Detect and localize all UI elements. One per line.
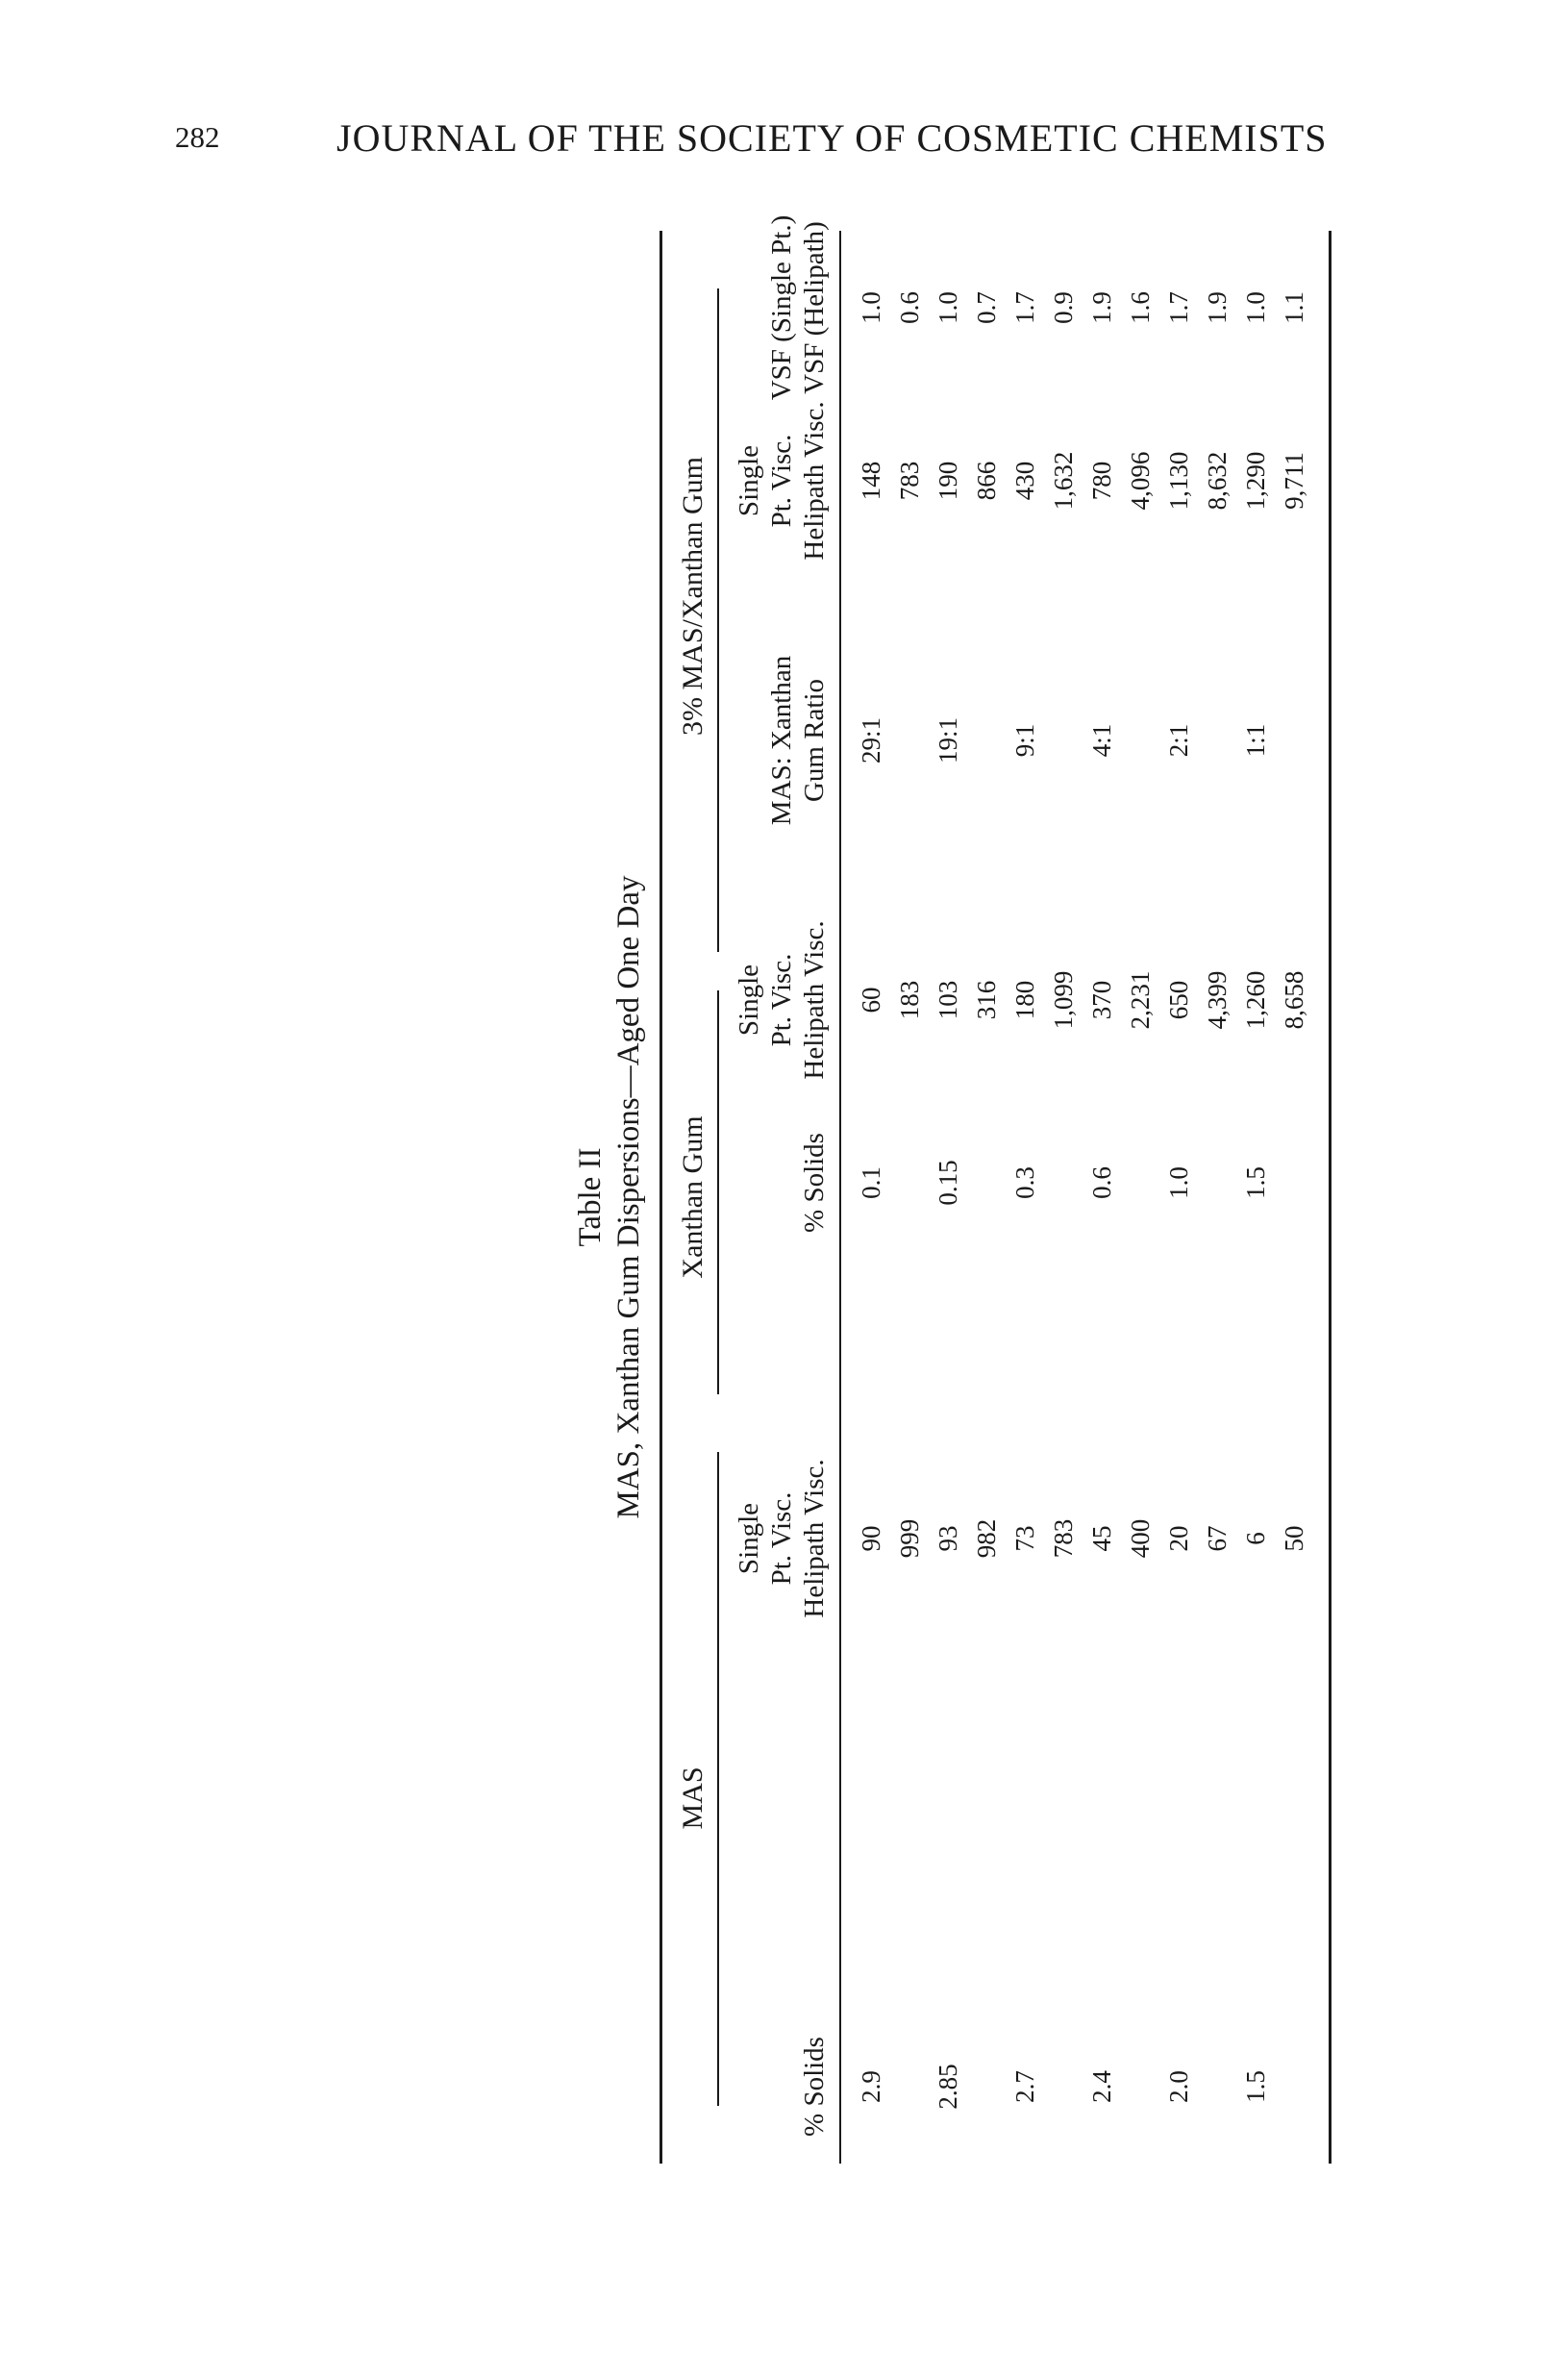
- group-rule-xanthan: [717, 990, 719, 1394]
- cell-xanthan-solids: 0.15: [933, 1160, 962, 1206]
- cell-mas-visc: 6: [1241, 1532, 1270, 1545]
- cell-mas-visc: 783: [1049, 1518, 1078, 1559]
- column-header-ratio-line3: Gum Ratio: [799, 678, 830, 803]
- cell-xanthan-solids: 1.0: [1164, 1166, 1193, 1199]
- column-header-xanthan-visc-line1: Single: [734, 964, 764, 1037]
- running-head: JOURNAL OF THE SOCIETY OF COSMETIC CHEMISTS: [336, 116, 1328, 160]
- cell-xanthan-solids: 0.3: [1010, 1166, 1039, 1199]
- table-title: Table II: [573, 1147, 608, 1247]
- cell-vsf: 1.0: [933, 291, 962, 324]
- cell-xanthan-visc: 183: [895, 980, 924, 1020]
- cell-mas-visc: 50: [1280, 1525, 1308, 1552]
- cell-vsf: 1.0: [1241, 291, 1270, 324]
- cell-mix-visc: 1,632: [1049, 451, 1078, 511]
- cell-xanthan-solids: 1.5: [1241, 1166, 1270, 1199]
- cell-mas-solids: 2.9: [857, 2070, 885, 2103]
- cell-mix-visc: 783: [895, 461, 924, 501]
- cell-mix-visc: 866: [972, 461, 1001, 501]
- cell-mas-visc: 93: [933, 1525, 962, 1552]
- cell-ratio: 4:1: [1087, 723, 1116, 758]
- cell-mas-solids: 2.85: [933, 2064, 962, 2110]
- group-rule-mas: [717, 1452, 719, 2106]
- cell-mas-solids: [1044, 1971, 1083, 2202]
- cell-mix-visc: 9,711: [1280, 452, 1308, 510]
- table-ii: [563, 214, 1308, 2164]
- cell-xanthan-visc: 60: [857, 987, 885, 1014]
- cell-mas-visc: 20: [1164, 1525, 1193, 1552]
- cell-ratio: [1121, 625, 1159, 856]
- cell-ratio: 19:1: [933, 717, 962, 764]
- cell-ratio: 29:1: [857, 717, 885, 764]
- cell-vsf: 1.9: [1203, 291, 1232, 324]
- cell-mix-visc: 190: [933, 461, 962, 501]
- cell-xanthan-visc: 650: [1164, 980, 1193, 1020]
- cell-ratio: [967, 625, 1006, 856]
- cell-xanthan-visc: 370: [1087, 980, 1116, 1020]
- cell-ratio: [1275, 625, 1313, 856]
- cell-mas-visc: 67: [1203, 1525, 1232, 1552]
- cell-vsf: 1.7: [1164, 291, 1193, 324]
- cell-mix-visc: 1,290: [1241, 451, 1270, 511]
- cell-mix-visc: 1,130: [1164, 451, 1193, 511]
- cell-mas-solids: [1275, 1971, 1313, 2202]
- cell-mas-solids: 1.5: [1241, 2070, 1270, 2103]
- column-header-mas-visc-line1: Single: [734, 1502, 764, 1575]
- cell-ratio: 2:1: [1164, 723, 1193, 758]
- cell-mas-solids: [1198, 1971, 1236, 2202]
- cell-mix-visc: 780: [1087, 461, 1116, 501]
- group-header-mas: MAS: [677, 1766, 709, 1830]
- cell-ratio: 9:1: [1010, 723, 1039, 758]
- column-header-mix-visc-line3: Helipath Visc.: [799, 401, 830, 561]
- cell-xanthan-visc: 180: [1010, 980, 1039, 1020]
- column-header-xanthan-visc-line3: Helipath Visc.: [799, 920, 830, 1080]
- cell-xanthan-visc: 8,658: [1280, 970, 1308, 1030]
- cell-xanthan-solids: 0.6: [1087, 1166, 1116, 1199]
- column-header-xanthan-solids-line3: % Solids: [799, 1133, 830, 1233]
- column-header-mix-visc-line2: Pt. Visc.: [766, 434, 797, 528]
- group-rule-mix: [717, 288, 719, 952]
- cell-xanthan-solids: 0.1: [857, 1166, 885, 1199]
- column-header-ratio-line2: MAS: Xanthan: [766, 655, 797, 826]
- column-header-mas-visc-line3: Helipath Visc.: [799, 1459, 830, 1618]
- cell-xanthan-visc: 2,231: [1126, 970, 1155, 1030]
- cell-mas-solids: 2.4: [1087, 2070, 1116, 2103]
- cell-mas-visc: 45: [1087, 1525, 1116, 1552]
- cell-ratio: [890, 625, 929, 856]
- cell-mas-solids: 2.0: [1164, 2070, 1193, 2103]
- cell-mas-visc: 90: [857, 1525, 885, 1552]
- column-header-xanthan-visc-line2: Pt. Visc.: [766, 953, 797, 1047]
- cell-mas-solids: [890, 1971, 929, 2202]
- cell-xanthan-visc: 4,399: [1203, 970, 1232, 1030]
- column-header-mas-visc-line2: Pt. Visc.: [766, 1491, 797, 1586]
- cell-vsf: 0.7: [972, 291, 1001, 324]
- cell-vsf: 1.7: [1010, 291, 1039, 324]
- cell-ratio: [1198, 625, 1236, 856]
- cell-mas-visc: 982: [972, 1518, 1001, 1559]
- cell-vsf: 1.0: [857, 291, 885, 324]
- column-header-mix-visc-line1: Single: [734, 444, 764, 517]
- column-header-mas-solids-line3: % Solids: [799, 2037, 830, 2137]
- cell-mix-visc: 148: [857, 461, 885, 501]
- cell-vsf: 0.6: [895, 291, 924, 324]
- table-top-rule: [660, 231, 662, 2164]
- cell-xanthan-visc: 1,099: [1049, 970, 1078, 1030]
- cell-mas-solids: 2.7: [1010, 2070, 1039, 2103]
- cell-xanthan-visc: 316: [972, 980, 1001, 1020]
- cell-mas-solids: [967, 1971, 1006, 2202]
- cell-vsf: 0.9: [1049, 291, 1078, 324]
- cell-mix-visc: 430: [1010, 461, 1039, 501]
- header-bottom-rule: [839, 231, 841, 2164]
- cell-mix-visc: 8,632: [1203, 451, 1232, 511]
- cell-xanthan-visc: 1,260: [1241, 970, 1270, 1030]
- cell-mix-visc: 4,096: [1126, 451, 1155, 511]
- cell-mas-visc: 999: [895, 1518, 924, 1559]
- table-bottom-rule: [1329, 231, 1332, 2164]
- cell-vsf: 1.6: [1126, 291, 1155, 324]
- cell-mas-visc: 400: [1126, 1518, 1155, 1559]
- group-header-mix: 3% MAS/Xanthan Gum: [677, 457, 709, 736]
- cell-vsf: 1.9: [1087, 291, 1116, 324]
- column-header-vsf-line2: VSF (Single Pt.): [766, 214, 797, 401]
- cell-vsf: 1.1: [1280, 291, 1308, 324]
- table-caption: MAS, Xanthan Gum Dispersions—Aged One Day: [611, 875, 646, 1519]
- cell-ratio: [1044, 625, 1083, 856]
- page-number: 282: [175, 120, 220, 154]
- group-header-xanthan: Xanthan Gum: [677, 1115, 709, 1279]
- column-header-vsf-line3: VSF (Helipath): [799, 221, 830, 394]
- cell-mas-visc: 73: [1010, 1525, 1039, 1552]
- cell-mas-solids: [1121, 1971, 1159, 2202]
- cell-xanthan-visc: 103: [933, 980, 962, 1020]
- cell-ratio: 1:1: [1241, 723, 1270, 758]
